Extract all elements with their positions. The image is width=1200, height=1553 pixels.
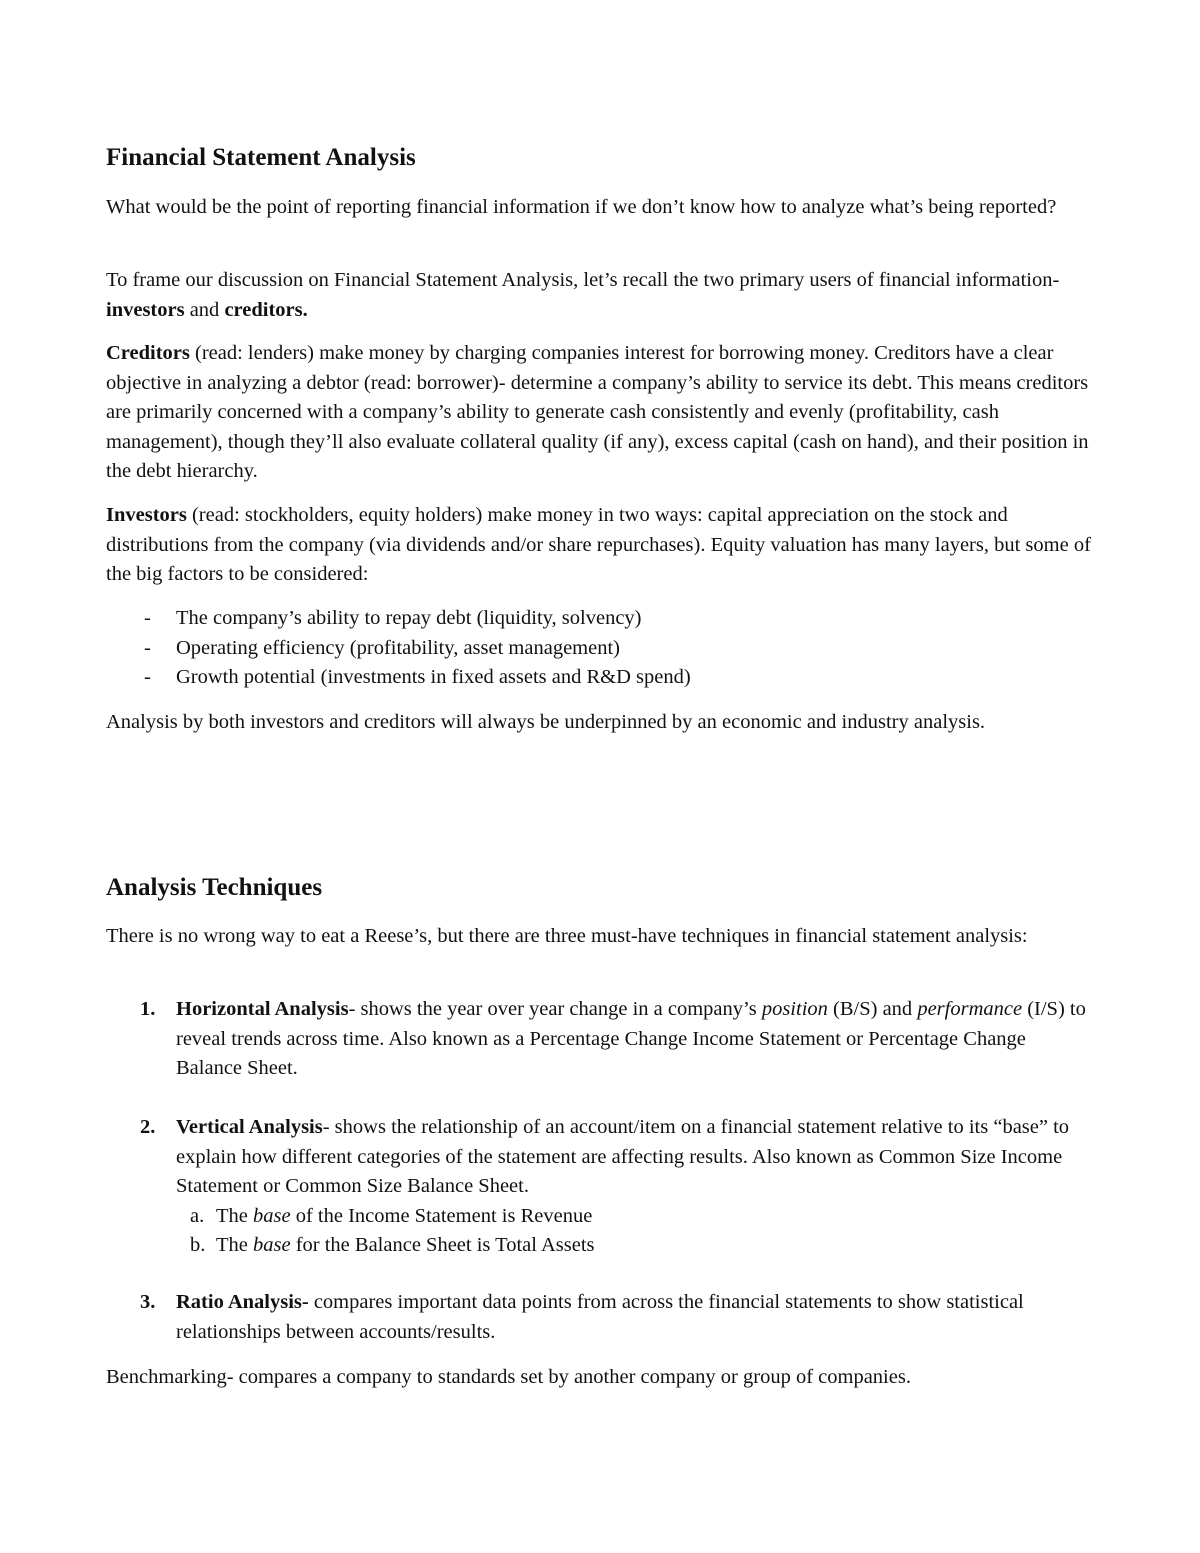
creditors-term: creditors. — [224, 298, 308, 321]
item-number: 1. — [140, 998, 156, 1020]
horizontal-analysis-label: Horizontal Analysis — [176, 998, 349, 1020]
creditors-paragraph — [106, 339, 1096, 487]
sub-text-post: of the Income Statement is Revenue — [290, 1204, 593, 1227]
horizontal-text-b: (B/S) and — [827, 998, 918, 1020]
techniques-list-1 — [106, 995, 1096, 1084]
horizontal-text-c: (I/S) to reveal trends across time. Also known as a Percentage Change Income Statement or Percentage Change Balance Sheet. — [176, 998, 1086, 1079]
technique-2 — [106, 1113, 1096, 1261]
section-analysis-techniques — [106, 872, 1096, 904]
investors-term: investors — [106, 298, 185, 321]
sub-letter: a. — [190, 1204, 205, 1227]
base-term: base — [253, 1204, 291, 1227]
list-item — [176, 1202, 1096, 1232]
investors-body: (read: stockholders, equity holders) make money in two ways: capital appreciation on the stock and distributions from the company (via dividends and/or share repurchases). Equity valuation has many layers, but some of the big factors to be considered: — [106, 504, 1091, 585]
base-term: base — [253, 1234, 291, 1256]
factor-text: The company’s ability to repay debt (liquidity, solvency) — [176, 607, 642, 629]
closing-text: Analysis by both investors and creditors will always be underpinned by an economic and industry analysis. — [106, 711, 986, 733]
techniques-intro-paragraph — [106, 922, 1096, 952]
dash-bullet: - — [144, 607, 151, 629]
dash-bullet: - — [144, 666, 151, 688]
item-number: 3. — [140, 1291, 156, 1313]
frame-text-lead: To frame our discussion on Financial Statement Analysis, let’s recall the two primary users of financial information- — [106, 269, 1060, 291]
section-financial-statement-analysis — [106, 142, 1096, 174]
heading-financial-statement-analysis: Financial Statement Analysis — [106, 144, 416, 171]
technique-3 — [106, 1288, 1096, 1347]
sub-letter: b. — [190, 1234, 206, 1256]
vertical-analysis-label: Vertical Analysis — [176, 1116, 323, 1138]
sub-text-post: for the Balance Sheet is Total Assets — [290, 1234, 595, 1256]
vertical-text: - shows the relationship of an account/item on a financial statement relative to its “base” to explain how different categories of the statement are affecting results. Also known as Common Size Income Statement or Common Size Balance Sheet. — [176, 1116, 1070, 1197]
intro-paragraph — [106, 193, 1096, 223]
base-sub-list — [176, 1202, 1096, 1261]
list-item — [176, 1231, 1096, 1261]
techniques-intro-text: There is no wrong way to eat a Reese’s, but there are three must-have techniques in financial statement analysis: — [106, 925, 1028, 947]
investors-paragraph — [106, 501, 1096, 590]
creditors-body: (read: lenders) make money by charging companies interest for borrowing money. Creditors have a clear objective in analyzing a debtor (read: borrower)- determine a company’s ability to service its debt. This means creditors are primarily concerned with a company’s ability to generate cash consistently and evenly (profitability, cash management), though they’ll also evaluate collateral quality (if any), excess capital (cash on hand), and their position in the debt hierarchy. — [106, 342, 1089, 482]
benchmarking-text: Benchmarking- compares a company to standards set by another company or group of companies. — [106, 1366, 911, 1388]
list-item — [106, 1288, 1096, 1347]
sub-text-pre: The — [216, 1204, 253, 1227]
techniques-list-2 — [106, 1113, 1096, 1261]
heading-analysis-techniques: Analysis Techniques — [106, 874, 323, 901]
ratio-analysis-label: Ratio Analysis- — [176, 1291, 309, 1313]
list-item — [106, 634, 1096, 664]
dash-bullet: - — [144, 636, 151, 659]
horizontal-text-a: - shows the year over year change in a company’s — [348, 998, 762, 1020]
list-item — [106, 1113, 1096, 1261]
creditors-text — [106, 339, 1096, 487]
benchmarking-paragraph — [106, 1363, 1096, 1393]
frame-and: and — [184, 298, 225, 321]
investors-text — [106, 501, 1096, 590]
creditors-label: Creditors — [106, 342, 190, 364]
techniques-list-3 — [106, 1288, 1096, 1347]
ratio-text: compares important data points from across the financial statements to show statistical relationships between accounts/results. — [176, 1291, 1024, 1343]
performance-term: performance — [917, 998, 1023, 1020]
list-item — [106, 995, 1096, 1084]
factors-list-block — [106, 604, 1096, 693]
factor-text: Growth potential (investments in fixed assets and R&D spend) — [176, 666, 691, 688]
list-item — [106, 604, 1096, 634]
frame-paragraph — [106, 266, 1096, 325]
closing-paragraph — [106, 708, 1096, 738]
technique-1 — [106, 995, 1096, 1084]
position-term: position — [761, 998, 828, 1020]
factors-list — [106, 604, 1096, 693]
investors-label: Investors — [106, 504, 187, 526]
sub-text-pre: The — [216, 1234, 253, 1256]
list-item — [106, 663, 1096, 693]
intro-text: What would be the point of reporting financial information if we don’t know how to analyze what’s being reported? — [106, 196, 1057, 218]
item-number: 2. — [140, 1116, 156, 1138]
frame-text — [106, 266, 1096, 325]
factor-text: Operating efficiency (profitability, asset management) — [176, 636, 620, 659]
